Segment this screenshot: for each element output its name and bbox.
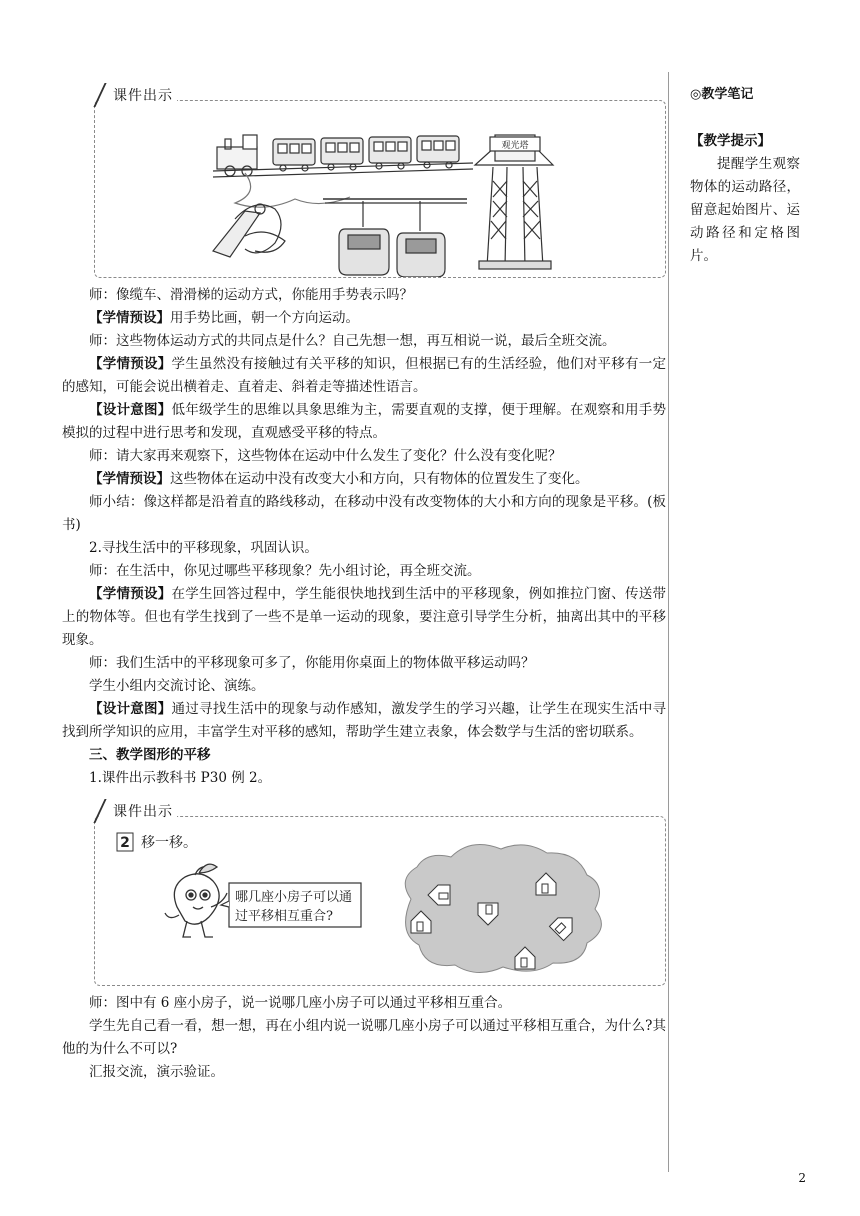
bubble-line-1: 哪几座小房子可以通 — [235, 890, 353, 905]
paragraph: 【设计意图】低年级学生的思维以具象思维为主，需要直观的支撑，便于理解。在观察和用手势模拟的过程中进行思考和发现，直观感受平移的特点。 — [62, 402, 667, 441]
example-number: 2 — [120, 835, 130, 851]
courseware-box-2 — [94, 804, 666, 986]
transport-illustration — [95, 101, 661, 277]
section-heading: 三、教学图形的平移 — [89, 747, 211, 763]
example-title: 移一移。 — [141, 835, 197, 851]
notes-heading: ◎教学笔记 — [690, 87, 754, 102]
bubble-line-2: 过平移相互重合? — [235, 909, 333, 924]
paragraph: 师：图中有 6 座小房子，说一说哪几座小房子可以通过平移相互重合。 — [89, 995, 512, 1011]
tip-body: 提醒学生观察物体的运动路径，留意起始图片、运动路径和定格图片。 — [690, 156, 800, 264]
speech-bubble — [221, 883, 361, 927]
paragraph: 师：我们生活中的平移现象可多了，你能用你桌面上的物体做平移运动吗？ — [89, 655, 535, 671]
page-number: 2 — [798, 1171, 806, 1185]
paragraph: 汇报交流，演示验证。 — [89, 1064, 224, 1080]
courseware-tag: 课件出示 — [99, 801, 177, 821]
paragraph: 【学情预设】在学生回答过程中，学生能很快地找到生活中的平移现象，例如推拉门窗、传送带上的物体等。但也有学生找到了一些不是单一运动的现象，要注意引导学生分析，抽离出其中的平移现象。 — [62, 586, 667, 648]
column-divider — [668, 72, 669, 1172]
sidebar — [690, 84, 800, 268]
paragraph: 2.寻找生活中的平移现象，巩固认识。 — [89, 540, 318, 556]
paragraph: 学生小组内交流讨论、演练。 — [89, 678, 265, 694]
paragraph: 师：像缆车、滑滑梯的运动方式，你能用手势表示吗？ — [89, 287, 413, 303]
main-content — [62, 80, 666, 1084]
paragraph: 学生先自己看一看，想一想，再在小组内说一说哪几座小房子可以通过平移相互重合，为什么?其他的为什么不可以? — [62, 1018, 666, 1057]
paragraph: 师：在生活中，你见过哪些平移现象？先小组讨论，再全班交流。 — [89, 563, 481, 579]
mascot-icon — [165, 864, 227, 937]
tower-sign-text: 观光塔 — [501, 141, 529, 151]
paragraph: 师：这些物体运动方式的共同点是什么？自己先想一想，再互相说一说，最后全班交流。 — [89, 333, 616, 349]
paragraph: 师：请大家再来观察下，这些物体在运动中什么发生了变化？什么没有变化呢？ — [89, 448, 562, 464]
example-label — [117, 833, 197, 851]
houses-cloud — [405, 845, 601, 973]
paragraph: 【设计意图】通过寻找生活中的现象与动作感知，激发学生的学习兴趣，让学生在现实生活中寻找到所学知识的应用，丰富学生对平移的感知，帮助学生建立表象，体会数学与生活的密切联系。 — [62, 701, 667, 740]
paragraph: 【学情预设】用手势比画，朝一个方向运动。 — [89, 310, 359, 326]
tower-icon — [475, 135, 553, 269]
paragraph: 1.课件出示教科书 P30 例 2。 — [89, 770, 272, 786]
houses-illustration — [95, 817, 661, 985]
cable-car-icon — [323, 199, 467, 277]
courseware-tag: 课件出示 — [99, 85, 177, 105]
paragraph: 【学情预设】这些物体在运动中没有改变大小和方向，只有物体的位置发生了变化。 — [89, 471, 589, 487]
train-icon — [213, 135, 473, 207]
courseware-box-1 — [94, 88, 666, 278]
paragraph: 师小结：像这样都是沿着直的路线移动，在移动中没有改变物体的大小和方向的现象是平移。(板书) — [62, 494, 666, 533]
tip-heading: 【教学提示】 — [690, 133, 771, 149]
slide-icon — [213, 204, 285, 257]
paragraph: 【学情预设】学生虽然没有接触过有关平移的知识，但根据已有的生活经验，他们对平移有一定的感知，可能会说出横着走、直着走、斜着走等描述性语言。 — [62, 356, 667, 395]
